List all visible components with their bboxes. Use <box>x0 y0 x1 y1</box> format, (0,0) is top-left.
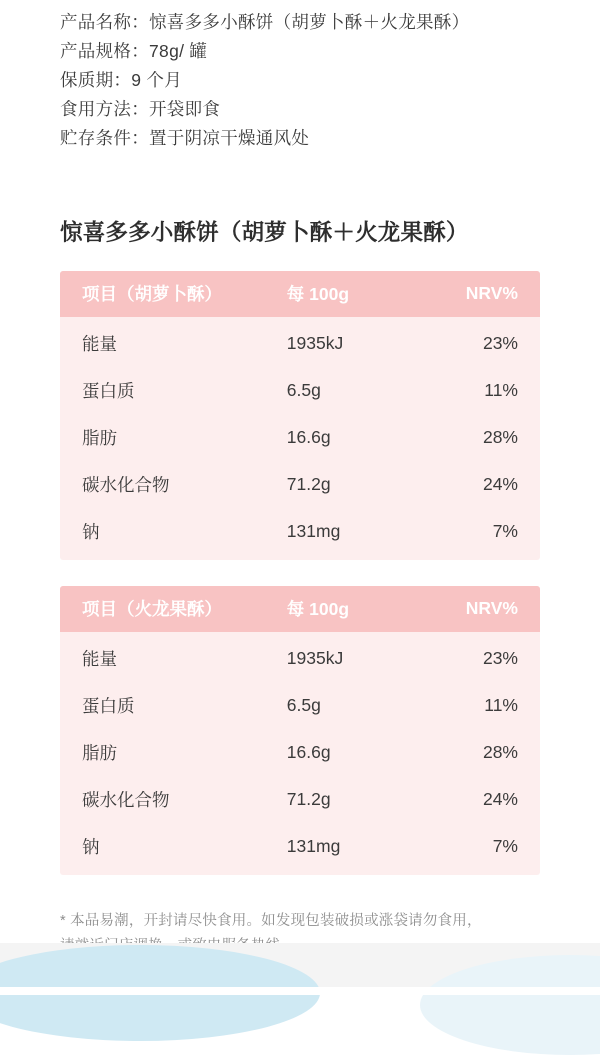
table-body <box>60 632 540 875</box>
table-cell-nrv: 28% <box>482 742 518 762</box>
table-cell-nrv: 7% <box>492 836 518 856</box>
spec-value: 惊喜多多小酥饼（胡萝卜酥＋火龙果酥） <box>149 12 470 32</box>
table-cell-nrv: 23% <box>482 333 518 353</box>
table-row <box>60 823 540 875</box>
table-cell-per100g: 6.5g <box>286 695 321 715</box>
spec-row <box>60 124 540 153</box>
spec-value: 78g/ 罐 <box>149 41 208 61</box>
table-header-cell: 每 100g <box>287 586 419 632</box>
spec-value: 开袋即食 <box>149 99 221 119</box>
table-cell-nrv: 24% <box>482 789 518 809</box>
table-cell-item: 蛋白质 <box>82 381 135 401</box>
table-cell-nrv: 28% <box>482 427 518 447</box>
table-row <box>60 317 540 367</box>
table-row <box>60 729 540 776</box>
table-header-cell: NRV% <box>419 586 540 632</box>
table-row <box>60 508 540 560</box>
table-row <box>60 414 540 461</box>
table-cell-item: 能量 <box>82 334 117 354</box>
table-cell-per100g: 131mg <box>286 521 341 541</box>
table-cell-item: 碳水化合物 <box>82 475 170 495</box>
table-cell-per100g: 71.2g <box>286 474 331 494</box>
table-cell-nrv: 7% <box>492 521 518 541</box>
table-row <box>60 682 540 729</box>
table-header-cell: 每 100g <box>287 271 419 317</box>
table-row <box>60 461 540 508</box>
table-header-cell: NRV% <box>419 271 540 317</box>
table-header <box>60 271 540 317</box>
spec-label: 产品名称： <box>60 12 149 32</box>
product-spec-block <box>0 0 600 153</box>
spec-row <box>60 37 540 66</box>
spec-row <box>60 8 540 37</box>
spec-row <box>60 95 540 124</box>
table-row <box>60 632 540 682</box>
table-cell-item: 脂肪 <box>82 743 117 763</box>
bottom-arc-light <box>420 955 600 1055</box>
spec-value: 置于阴凉干燥通风处 <box>149 128 310 148</box>
table-header-row <box>60 271 540 317</box>
table-body <box>60 317 540 560</box>
spec-label: 保质期： <box>60 70 132 90</box>
spacer <box>0 153 600 215</box>
table-header <box>60 586 540 632</box>
table-cell-item: 碳水化合物 <box>82 790 170 810</box>
table-header-cell: 项目（胡萝卜酥） <box>60 271 287 317</box>
nutrition-table-dragonfruit <box>60 586 540 875</box>
table-cell-per100g: 1935kJ <box>286 648 344 668</box>
spec-label: 食用方法： <box>60 99 149 119</box>
table-cell-nrv: 24% <box>482 474 518 494</box>
table-cell-item: 钠 <box>82 522 100 542</box>
footnote-line: * 本品易潮，开封请尽快食用。如发现包装破损或涨袋请勿食用， <box>60 913 482 929</box>
table-header-row <box>60 586 540 632</box>
table-cell-item: 蛋白质 <box>82 696 135 716</box>
table-row <box>60 776 540 823</box>
table-cell-nrv: 23% <box>482 648 518 668</box>
spec-value: 9 个月 <box>131 70 182 90</box>
nutrition-table-carrot <box>60 271 540 560</box>
table-cell-item: 脂肪 <box>82 428 117 448</box>
table-cell-nrv: 11% <box>484 695 518 715</box>
spec-row <box>60 66 540 95</box>
table-cell-nrv: 11% <box>484 380 518 400</box>
table-header-cell: 项目（火龙果酥） <box>60 586 287 632</box>
table-cell-per100g: 16.6g <box>286 427 331 447</box>
table-cell-per100g: 16.6g <box>286 742 331 762</box>
bottom-white-strip <box>0 987 600 995</box>
spec-label: 产品规格： <box>60 41 149 61</box>
bottom-decorative-band <box>0 943 600 995</box>
table-cell-per100g: 6.5g <box>286 380 321 400</box>
nutrition-table <box>60 586 540 875</box>
nutrition-title: 惊喜多多小酥饼（胡萝卜酥＋火龙果酥） <box>60 220 469 245</box>
table-cell-item: 能量 <box>82 649 117 669</box>
table-cell-per100g: 1935kJ <box>286 333 344 353</box>
table-cell-item: 钠 <box>82 837 100 857</box>
table-row <box>60 367 540 414</box>
spec-label: 贮存条件： <box>60 128 149 148</box>
table-cell-per100g: 71.2g <box>286 789 331 809</box>
table-cell-per100g: 131mg <box>286 836 341 856</box>
spacer <box>0 247 600 271</box>
nutrition-table <box>60 271 540 560</box>
